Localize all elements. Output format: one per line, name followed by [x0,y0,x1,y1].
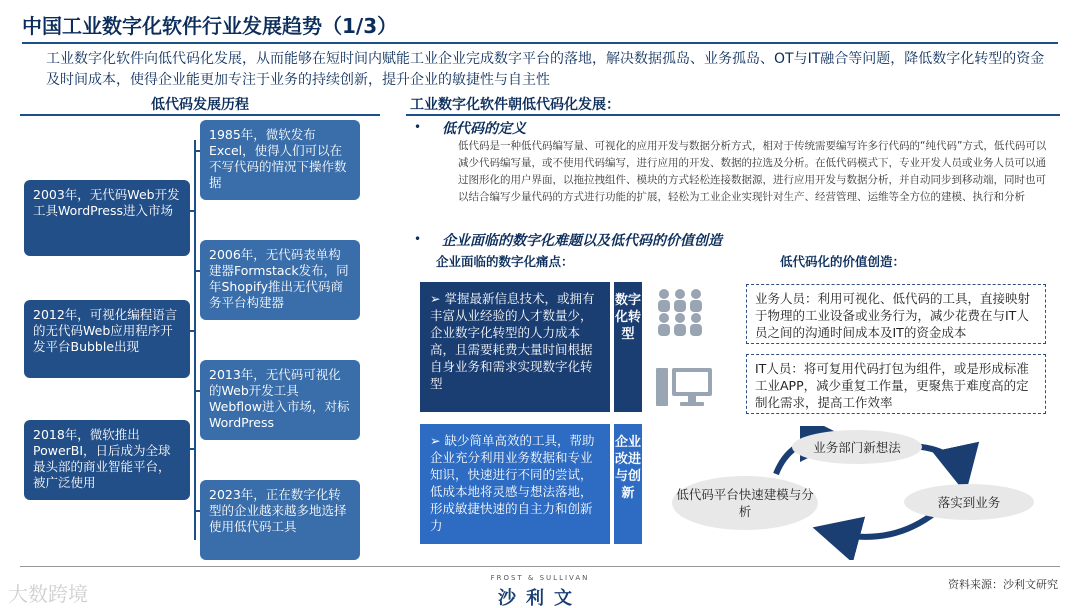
value-creation-heading: 低代码化的价值创造： [780,254,906,269]
timeline-item-2018: 2018年，微软推出PowerBI，日后成为全球最头部的商业智能平台，被广泛使用 [24,420,190,500]
timeline-item-1985: 1985年，微软发布Excel，使得人们可以在不写代码的情况下操作数据 [200,120,360,200]
timeline-item-2012: 2012年，可视化编程语言的无代码Web应用程序开发平台Bubble出现 [24,300,190,378]
frost-sullivan-logo-text: FROST & SULLIVAN [490,574,590,582]
tag-improvement-innovation: 企业改进与创新 [614,424,642,544]
timeline-item-2006: 2006年，无代码表单构建器Formstack发布，同年Shopify推出无代码商务平台构建器 [200,240,360,320]
bullet-marker: • [414,232,422,246]
right-section-divider [406,114,1060,116]
tag-digital-transformation: 数字化转型 [614,282,642,412]
footer-divider [20,566,1060,567]
value-business-staff: 业务人员：利用可视化、低代码的工具，直接映射于物理的工业设备或业务行为，减少花费在与IT人员之间的沟通时间成本及IT的资金成本 [746,284,1046,344]
timeline-title: 低代码发展历程 [151,97,249,113]
definition-text: 低代码是一种低代码编写量、可视化的应用开发与数据分析方式，相对于传统需要编写许多行代码的“纯代码”方式，低代码可以减少代码编写量，或不使用代码编写，进行应用的开发、数据的拉选及分析。在低代码模式下，专业开发人员或业务人员可以通过图形化的用户界面，以拖拉拽组件、模块的方式轻松连接数据源，进行应用开发与数据分析，并自动同步到移动端，同时也可以结合编写少量代码的方式进行功能的扩展，轻松为工业企业实现针对生产、经营管理、运维等全方位的建模、执行和分析 [458,140,1047,203]
right-section-title: 工业数字化软件朝低代码化发展： [410,97,620,113]
challenge-heading: 企业面临的数字化难题以及低代码的价值创造 [442,233,722,249]
title-divider [22,42,1058,44]
computer-icon [656,366,716,408]
pain-points-heading: 企业面临的数字化痛点： [436,254,574,269]
bullet-marker: • [414,120,422,134]
timeline-axis [194,140,196,540]
cycle-implement-business: 落实到业务 [904,484,1034,520]
people-group-icon [656,288,716,338]
value-it-staff: IT人员：将可复用代码打包为组件，或是形成标准工业APP，减少重复工作量，更聚焦于难度高的定制化需求，提高工作效率 [746,354,1046,414]
timeline-divider [20,114,380,116]
cycle-new-idea: 业务部门新想法 [792,430,922,464]
pain-point-tools: ➢ 缺少简单高效的工具，帮助企业充分利用业务数据和专业知识，快速进行不同的尝试，低成本地将灵感与想法落地，形成敏捷快速的自主力和创新力 [420,424,610,544]
source-note: 资料来源：沙利文研究 [948,578,1058,591]
shaliwen-logo: 沙利文 [498,588,582,608]
definition-heading: 低代码的定义 [442,121,526,137]
intro-text: 工业数字化软件向低代码化发展，从而能够在短时间内赋能工业企业完成数字平台的落地，解决数据孤岛、业务孤岛、OT与IT融合等问题，降低数字化转型的资金及时间成本，使得企业能更加专注于业务的持续创新，提升企业的敏捷性与自主性 [46,51,1045,88]
watermark: 大数跨境 [8,582,88,606]
timeline-item-2003: 2003年，无代码Web开发工具WordPress进入市场 [24,180,190,256]
timeline-item-2013: 2013年，无代码可视化的Web开发工具Webflow进入市场，对标WordPress [200,360,360,440]
page-title: 中国工业数字化软件行业发展趋势（1/3） [22,14,398,38]
timeline-item-2023: 2023年，正在数字化转型的企业越来越多地选择使用低代码工具 [200,480,360,560]
cycle-low-code-modeling: 低代码平台快速建模与分析 [672,476,818,530]
pain-point-talent: ➢ 掌握最新信息技术，或拥有丰富从业经验的人才数量少，企业数字化转型的人力成本高，且需要耗费大量时间根据自身业务和需求实现数字化转型 [420,282,610,412]
